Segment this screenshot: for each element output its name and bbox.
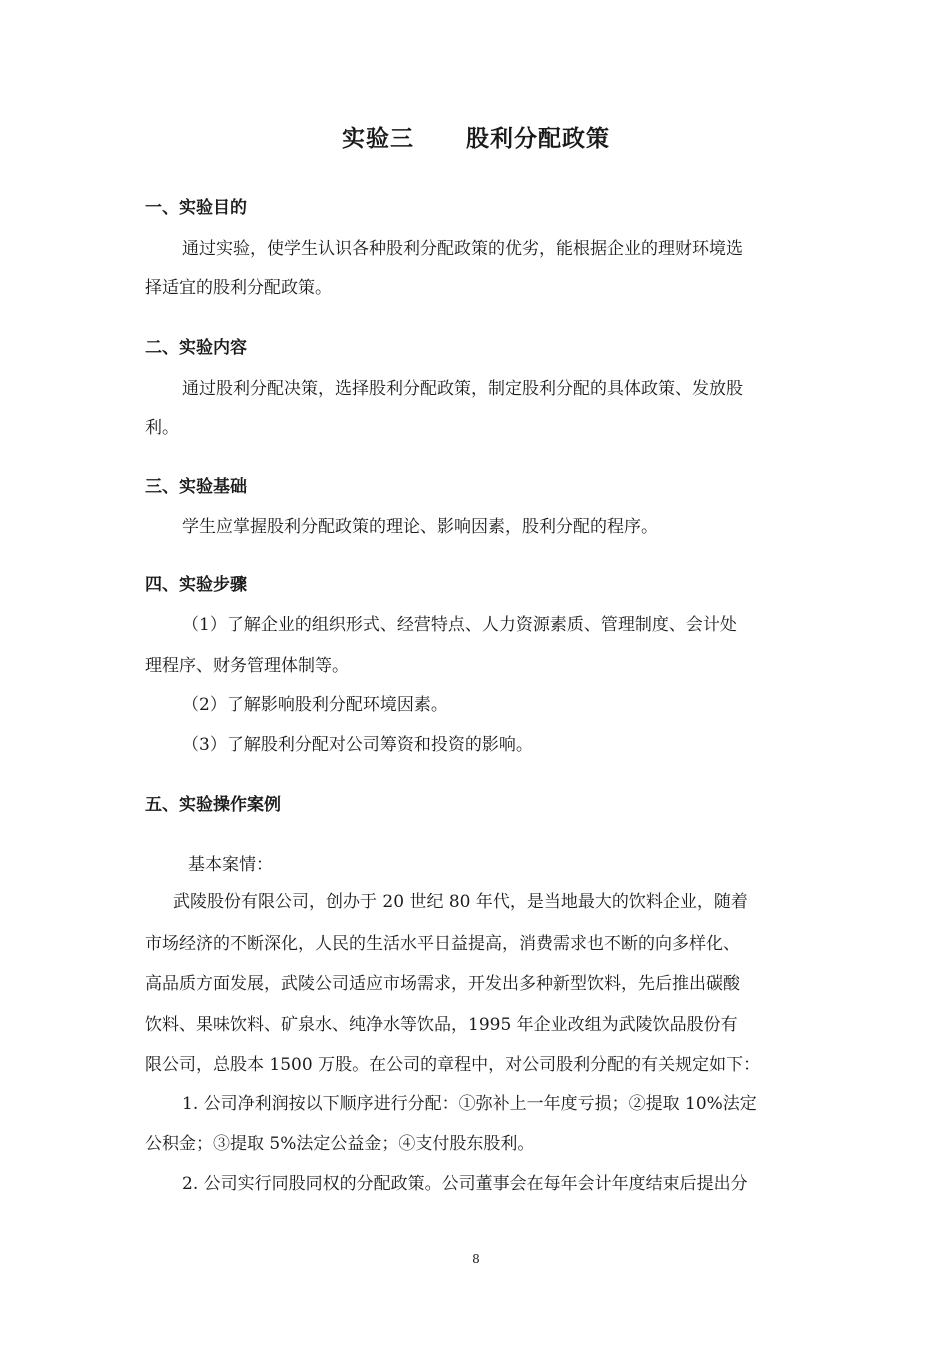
section-heading-4: 四、实验步骤 bbox=[145, 575, 247, 595]
case-line: 市场经济的不断深化，人民的生活水平日益提高，消费需求也不断的向多样化、 bbox=[145, 934, 740, 954]
page-number: 8 bbox=[472, 1252, 480, 1266]
case-line: 1. 公司净利润按以下顺序进行分配：①弥补上一年度亏损；②提取 10%法定 bbox=[182, 1094, 757, 1114]
title-part2: 股利分配政策 bbox=[466, 125, 610, 152]
step-item-2: （2）了解影响股利分配环境因素。 bbox=[182, 695, 448, 715]
section-heading-3: 三、实验基础 bbox=[145, 477, 247, 497]
case-line: 公积金；③提取 5%法定公益金；④支付股东股利。 bbox=[145, 1134, 535, 1154]
paragraph-line: 学生应掌握股利分配政策的理论、影响因素，股利分配的程序。 bbox=[182, 517, 658, 537]
page-title bbox=[0, 120, 952, 153]
title-part1: 实验三 bbox=[342, 125, 414, 152]
section-heading-1: 一、实验目的 bbox=[145, 198, 247, 218]
case-label: 基本案情： bbox=[188, 855, 273, 875]
paragraph-line: 通过实验，使学生认识各种股利分配政策的优劣，能根据企业的理财环境选 bbox=[182, 239, 743, 259]
paragraph-line: 通过股利分配决策，选择股利分配政策，制定股利分配的具体政策、发放股 bbox=[182, 379, 743, 399]
case-line: 武陵股份有限公司，创办于 20 世纪 80 年代，是当地最大的饮料企业，随着 bbox=[173, 892, 748, 912]
section-heading-2: 二、实验内容 bbox=[145, 338, 247, 358]
case-line: 2. 公司实行同股同权的分配政策。公司董事会在每年会计年度结束后提出分 bbox=[182, 1174, 748, 1194]
paragraph-line: 择适宜的股利分配政策。 bbox=[145, 278, 332, 298]
section-heading-5: 五、实验操作案例 bbox=[145, 795, 281, 815]
step-item-1: （1）了解企业的组织形式、经营特点、人力资源素质、管理制度、会计处 bbox=[182, 615, 737, 635]
paragraph-line: 利。 bbox=[145, 418, 179, 438]
step-item-3: （3）了解股利分配对公司筹资和投资的影响。 bbox=[182, 735, 533, 755]
case-line: 高品质方面发展，武陵公司适应市场需求，开发出多种新型饮料，先后推出碳酸 bbox=[145, 974, 740, 994]
case-line: 限公司，总股本 1500 万股。在公司的章程中，对公司股利分配的有关规定如下： bbox=[145, 1055, 761, 1075]
step-item-1-cont: 理程序、财务管理体制等。 bbox=[145, 656, 349, 676]
case-line: 饮料、果味饮料、矿泉水、纯净水等饮品，1995 年企业改组为武陵饮品股份有 bbox=[145, 1015, 738, 1035]
